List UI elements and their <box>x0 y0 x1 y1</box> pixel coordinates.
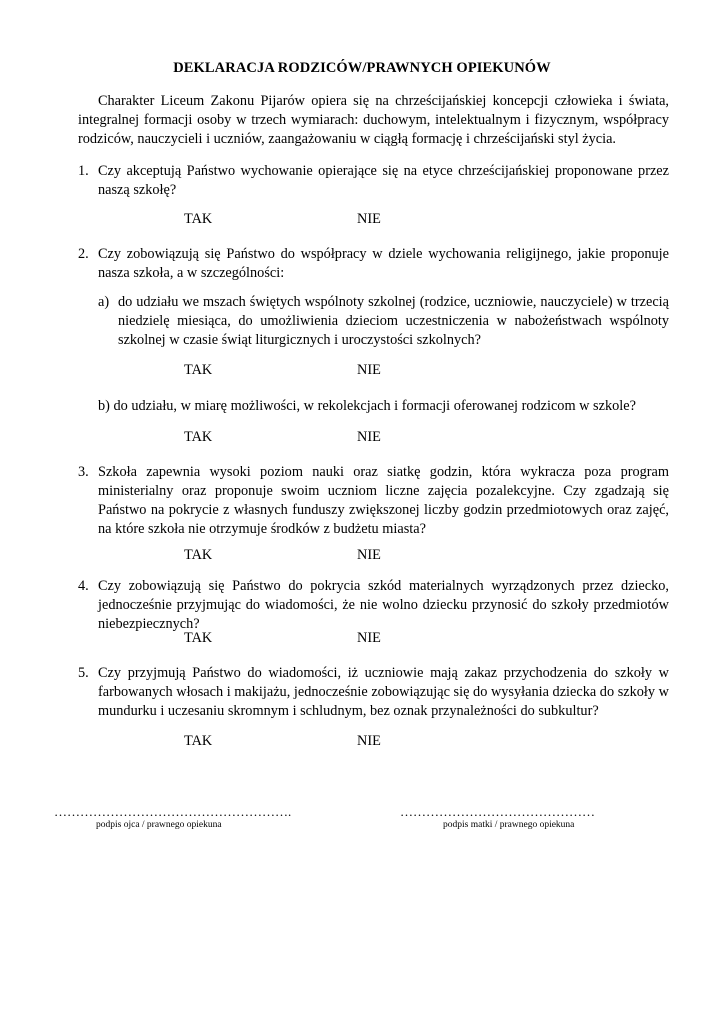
sub-question-label: a) <box>98 294 110 310</box>
question-5 <box>78 664 669 721</box>
answer-no-q3: NIE <box>357 547 381 563</box>
sub-question-text: do udziału we mszach świętych wspólnoty szkolnej (rodzice, uczniowie, nauczyciele) w trzecią niedzielę miesiąca, do umożliwienia dzieciom uczestniczenia w nabożeństwach wspólnoty szkolnej w czasie świąt liturgicznych i uroczystości szkolnych? <box>118 294 669 348</box>
answer-no-q1: NIE <box>357 211 381 227</box>
signature-line-father: ………………………………………………. <box>54 804 292 819</box>
question-text: Czy zobowiązują się Państwo do pokrycia szkód materialnych wyrządzonych przez dziecko, jednocześnie przyjmując do wiadomości, że nie wolno dziecku przynosić do szkoły przedmiotów niebezpiecznych? <box>98 578 669 632</box>
question-text: Czy zobowiązują się Państwo do współpracy w dziele wychowania religijnego, jakie proponuje nasza szkoła, a w szczególności: <box>98 246 669 281</box>
question-2 <box>78 245 669 283</box>
question-1 <box>78 162 669 200</box>
page-title: DEKLARACJA RODZICÓW/PRAWNYCH OPIEKUNÓW <box>173 60 551 76</box>
signature-label-father: podpis ojca / prawnego opiekuna <box>96 820 222 830</box>
question-text: Czy akceptują Państwo wychowanie opierające się na etyce chrześcijańskiej proponowane przez naszą szkołę? <box>98 163 669 198</box>
answer-yes-q4: TAK <box>184 630 213 646</box>
question-2b: b) do udziału, w miarę możliwości, w rekolekcjach i formacji oferowanej rodzicom w szkole? <box>98 398 636 414</box>
question-number: 5. <box>78 665 89 681</box>
question-text: Szkoła zapewnia wysoki poziom nauki oraz siatkę godzin, która wykracza poza program ministerialny oraz proponuje swoim uczniom liczne zajęcia pozalekcyjne. Czy zgadzają się Państwo na pokrycie z własnych funduszy zwiększonej liczby godzin przedmiotowych oraz zajęć, na które szkoła nie otrzymuje środków z budżetu miasta? <box>98 464 669 537</box>
question-number: 4. <box>78 578 89 594</box>
answer-no-q5: NIE <box>357 733 381 749</box>
answer-yes-q1: TAK <box>184 211 213 227</box>
question-number: 2. <box>78 246 89 262</box>
answer-yes-q5: TAK <box>184 733 213 749</box>
answer-yes-q2b: TAK <box>184 429 213 445</box>
signature-label-mother: podpis matki / prawnego opiekuna <box>443 820 575 830</box>
question-number: 1. <box>78 163 89 179</box>
question-3 <box>78 463 669 539</box>
answer-no-q2b: NIE <box>357 429 381 445</box>
answer-yes-q3: TAK <box>184 547 213 563</box>
question-2a <box>98 293 669 350</box>
question-number: 3. <box>78 464 89 480</box>
signature-line-mother: ……………………………………… <box>400 804 595 819</box>
answer-no-q2a: NIE <box>357 362 381 378</box>
intro-paragraph: Charakter Liceum Zakonu Pijarów opiera się na chrześcijańskiej koncepcji człowieka i świata, integralnej formacji osoby w trzech wymiarach: duchowym, intelektualnym i fizycznym, współpracy rodziców, nauczycieli i uczniów, zaangażowaniu w ciągłą formację i chrześcijański styl życia. <box>78 93 669 147</box>
answer-yes-q2a: TAK <box>184 362 213 378</box>
answer-no-q4: NIE <box>357 630 381 646</box>
question-text: Czy przyjmują Państwo do wiadomości, iż uczniowie mają zakaz przychodzenia do szkoły w farbowanych włosach i makijażu, jednocześnie zobowiązując się do wysyłania dziecka do szkoły w mundurku i uczesaniu skromnym i schludnym, bez oznak przynależności do subkultur? <box>98 665 669 719</box>
question-4 <box>78 577 669 634</box>
